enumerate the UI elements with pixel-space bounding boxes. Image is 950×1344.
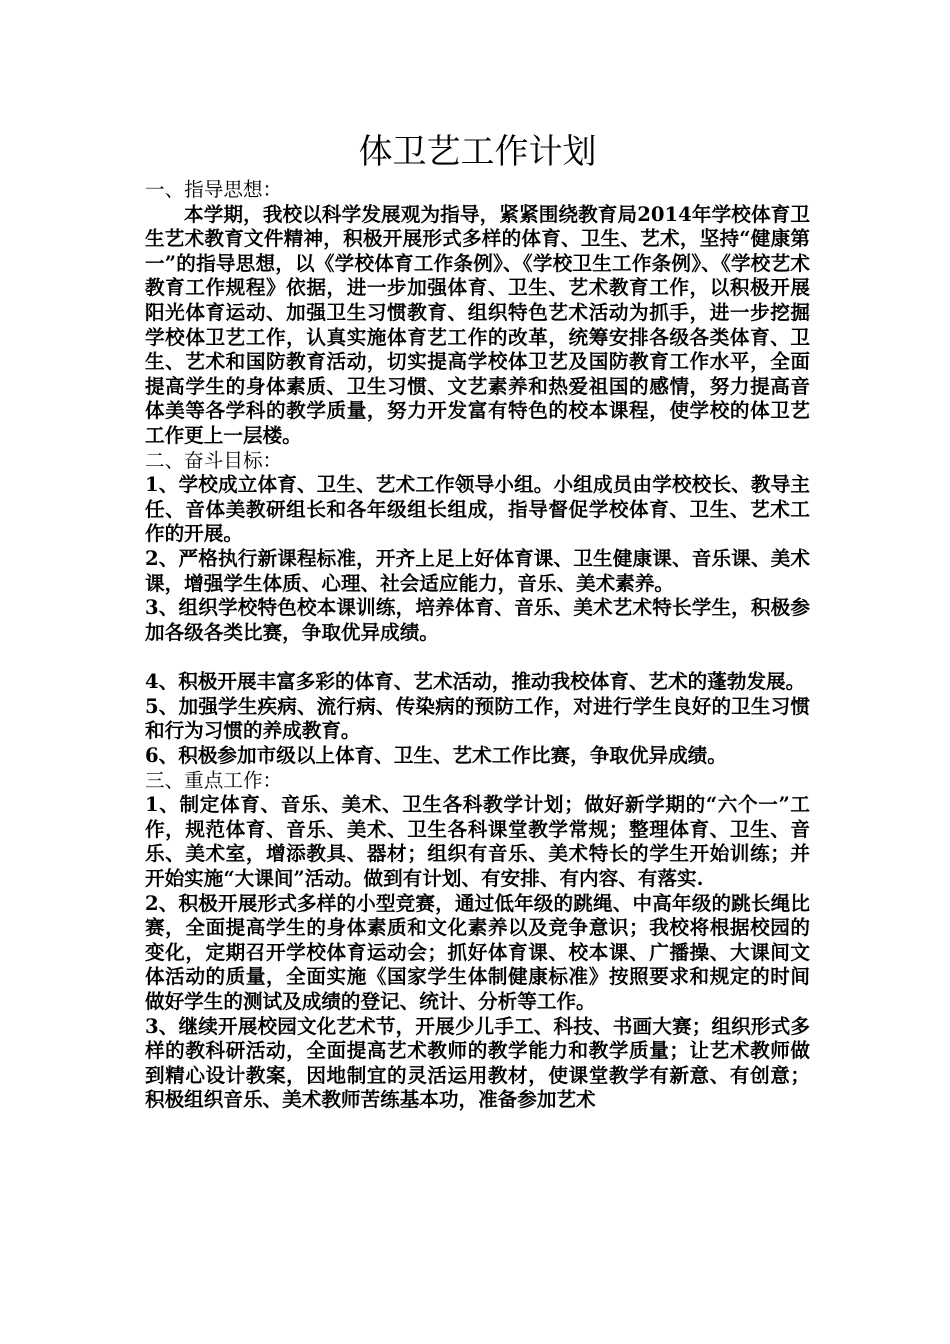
goal-item-5: 5、加强学生疾病、流行病、传染病的预防工作，对进行学生良好的卫生习惯和行为习惯的养成教育。 [145, 694, 810, 743]
section-heading-key-work: 三、重点工作： [145, 768, 283, 792]
goal-item-2: 2、严格执行新课程标准，开齐上足上好体育课、卫生健康课、音乐课、美术课，增强学生体质、心理、社会适应能力，音乐、美术素养。 [145, 546, 810, 595]
blank-line [145, 645, 810, 670]
task-item-2: 2、积极开展形式多样的小型竞赛，通过低年级的跳绳、中高年级的跳长绳比赛，全面提高学生的身体素质和文化素养以及竞争意识；我校将根据校园的变化，定期召开学校体育运动会；抓好体育课、校本课、广播操、大课间文体活动的质量，全面实施《国家学生体制健康标准》按照要求和规定的时间做好学生的测试及成绩的登记、统计、分析等工作。 [145, 891, 810, 1013]
goal-item-1: 1、学校成立体育、卫生、艺术工作领导小组。小组成员由学校校长、教导主任、音体美教研组长和各年级组长组成，指导督促学校体育、卫生、艺术工作的开展。 [145, 473, 810, 546]
goal-item-3: 3、组织学校特色校本课训练，培养体育、音乐、美术艺术特长学生，积极参加各级各类比赛，争取优异成绩。 [145, 596, 810, 644]
document-title: 体卫艺工作计划 [358, 132, 597, 172]
guiding-ideology-paragraph: 本学期，我校以科学发展观为指导，紧紧围绕教育局2014年学校体育卫生艺术教育文件精神，积极开展形式多样的体育、卫生、艺术，坚持“健康第一”的指导思想，以《学校体育工作条例》、《学校卫生工作条例》、《学校艺术教育工作规程》依据，进一步加强体育、卫生、艺术教育工作，以积极开展阳光体育运动、加强卫生习惯教育、组织特色艺术活动为抓手，进一步挖掘学校体卫艺工作，认真实施体育艺工作的改革，统筹安排各级各类体育、卫生、艺术和国防教育活动，切实提高学校体卫艺及国防教育工作水平，全面提高学生的身体素质、卫生习惯、文艺素养和热爱祖国的感情，努力提高音体美等各学科的教学质量，努力开发富有特色的校本课程，使学校的体卫艺工作更上一层楼。 [145, 202, 810, 447]
task-item-1: 1、制定体育、音乐、美术、卫生各科教学计划；做好新学期的“六个一”工作，规范体育、音乐、美术、卫生各科课堂教学常规；整理体育、卫生、音乐、美术室，增添教具、器材；组织有音乐、美术特长的学生开始训练；并开始实施“大课间”活动。做到有计划、有安排、有内容、有落实. [145, 793, 810, 891]
goal-item-4: 4、积极开展丰富多彩的体育、艺术活动，推动我校体育、艺术的蓬勃发展。 [145, 670, 806, 694]
goal-item-6: 6、积极参加市级以上体育、卫生、艺术工作比赛，争取优异成绩。 [145, 744, 727, 768]
section-heading-goals: 二、奋斗目标： [145, 448, 283, 472]
task-item-3: 3、继续开展校园文化艺术节，开展少儿手工、科技、书画大赛；组织形式多样的教科研活动，全面提高艺术教师的教学能力和教学质量；让艺术教师做到精心设计教案，因地制宜的灵活运用教材，使课堂教学有新意、有创意；积极组织音乐、美术教师苦练基本功，准备参加艺术 [145, 1014, 810, 1112]
document-page [145, 130, 810, 1113]
section-heading-guiding-ideology: 一、指导思想： [145, 178, 283, 201]
